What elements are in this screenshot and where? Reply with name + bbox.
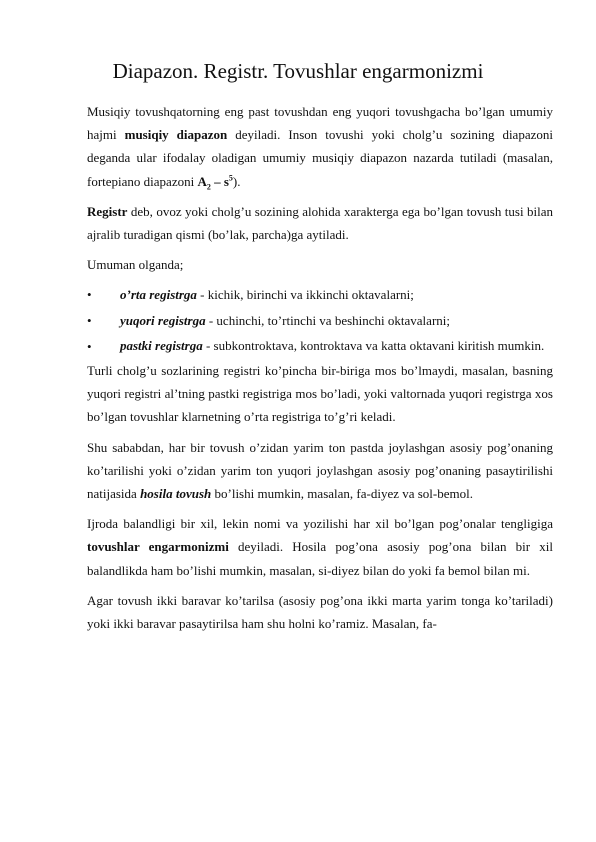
paragraph-intro: Umuman olganda; — [87, 257, 184, 273]
range-superscript: 5 — [228, 173, 233, 183]
paragraph-diapazon — [87, 100, 553, 193]
list-term: yuqori registrga — [120, 312, 206, 328]
bullet-icon: • — [87, 287, 92, 303]
page-title: Diapazon. Registr. Tovushlar engarmonizmi — [112, 59, 484, 83]
bullet-icon: • — [87, 312, 92, 328]
term-musiqiy-diapazon: musiqiy diapazon — [124, 127, 228, 143]
list-term: pastki registrga — [120, 337, 203, 353]
text: Ijroda balandligi bir xil, lekin nomi va yozilishi har xil bo’lgan pog’onalar tengligiga — [87, 516, 553, 532]
list-text: - uchinchi, to’rtinchi va beshinchi oktavalarni; — [205, 312, 450, 328]
range-start: A — [197, 173, 207, 189]
term-hosila-tovush: hosila tovush — [140, 486, 212, 502]
text: ). — [232, 173, 241, 189]
text: Shu sababdan, har bir tovush o’zidan yarim ton pastda joylashgan asosiy pog’onaning ko’tarilishi yoki o’zidan yarim ton yuqori joylashgan asosiy pog’onaning pasaytirilishi natijasida — [87, 439, 553, 502]
text: deyiladi. Inson tovushi yoki cholg’u sozining diapazoni deganda ular ifodalay oladigan umumiy musiqiy diapazon nazarda tutiladi (masalan, fortepiano diapazoni — [87, 127, 553, 189]
paragraph-registers-compare: Turli cholg’u sozlarining registri ko’pincha bir-biriga mos bo’lmaydi, masalan, basning yuqori registri al’tning pastki registriga mos bo’ladi, yoki valtornada yuqori registrga xos bo’lgan tovushlar klarnetning o’rta registriga to’g’ri keladi. — [87, 363, 553, 425]
range-end: – s — [210, 173, 229, 189]
text: Musiqiy tovushqatorning eng past tovushdan eng yuqori tovushgacha bo’lgan umumiy hajmi — [87, 104, 553, 143]
paragraph-registr — [87, 200, 553, 246]
text: deb, ovoz yoki cholg’u sozining alohida xarakterga ega bo’lgan tovush tusi bilan ajralib turadigan qismi (bo’lak, parcha)ga aytiladi. — [87, 203, 553, 243]
list-text: - kichik, birinchi va ikkinchi oktavalarni; — [196, 287, 414, 303]
text: bo’lishi mumkin, masalan, fa-diyez va sol-bemol. — [211, 486, 473, 502]
list-term: o’rta registrga — [120, 287, 197, 303]
paragraph-engarmonizm — [87, 512, 553, 582]
document-body — [87, 100, 553, 642]
range-subscript: 2 — [206, 182, 211, 192]
paragraph-double: Agar tovush ikki baravar ko’tarilsa (asosiy pog’ona ikki marta yarim tonga ko’tariladi) yoki ikki baravar pasaytirilsa ham shu holni ko’ramiz. Masalan, fa- — [87, 592, 553, 632]
list-item — [87, 283, 553, 306]
paragraph-hosila — [87, 436, 553, 506]
term-engarmonizm: tovushlar engarmonizmi — [87, 539, 229, 555]
bullet-icon: • — [87, 338, 92, 354]
list-text: - subkontroktava, kontroktava va katta oktavani kiritish mumkin. — [202, 337, 545, 353]
list-item — [87, 309, 553, 332]
term-registr: Registr — [87, 203, 128, 219]
list-item — [87, 334, 553, 357]
text: deyiladi. Hosila pog’ona asosiy pog’ona bilan bir xil balandlikda ham bo’lishi mumkin, masalan, si-diyez bilan do yoki fa bemol bilan mi. — [87, 539, 553, 578]
range-notation — [197, 173, 233, 192]
